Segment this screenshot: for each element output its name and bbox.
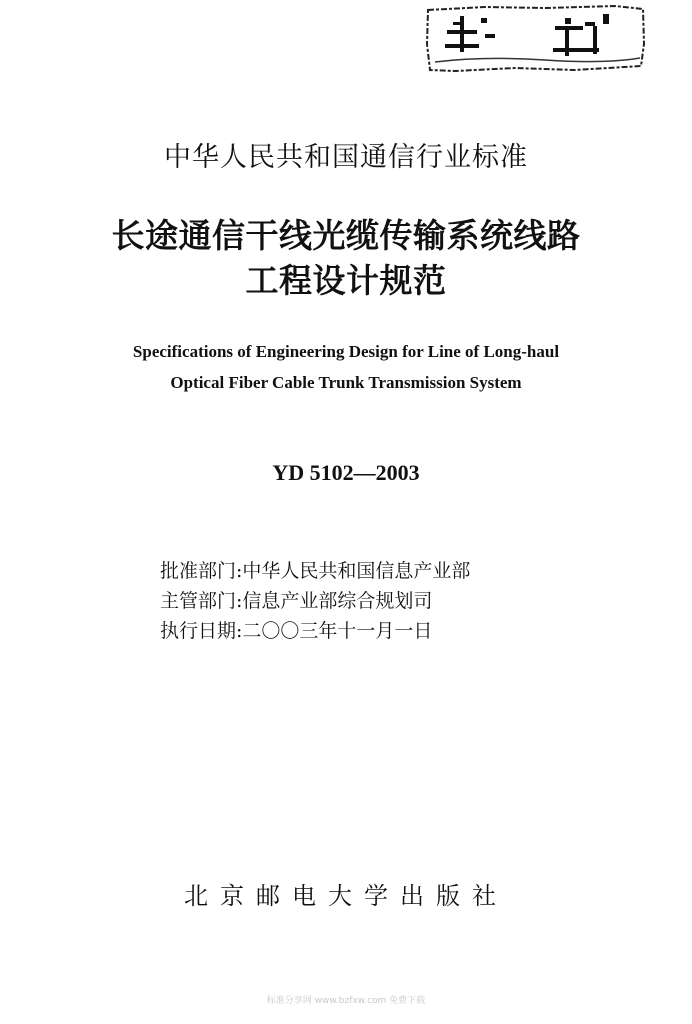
document-title-line-1: 长途通信干线光缆传输系统线路 [111, 216, 581, 255]
standard-category: 中华人民共和国通信行业标准 [164, 142, 528, 173]
english-title-line-1: Specifications of Engineering Design for Line of Long-haul [132, 342, 560, 361]
english-title-line-2: Optical Fiber Cable Trunk Transmission System [170, 373, 522, 392]
publisher-name: 北京邮电大学出版社 [184, 882, 508, 910]
document-title-line-2: 工程设计规范 [245, 261, 447, 300]
control-stamp [425, 4, 647, 74]
responsible-department: 主管部门:信息产业部综合规划司 [160, 590, 433, 612]
standard-code: YD 5102—2003 [272, 460, 420, 485]
stamp-mark [425, 4, 647, 74]
download-watermark: 标准分享网 www.bzfxw.com 免费下载 [266, 996, 426, 1006]
effective-date: 执行日期:二〇〇三年十一月一日 [160, 620, 433, 642]
approval-department: 批准部门:中华人民共和国信息产业部 [160, 560, 471, 582]
